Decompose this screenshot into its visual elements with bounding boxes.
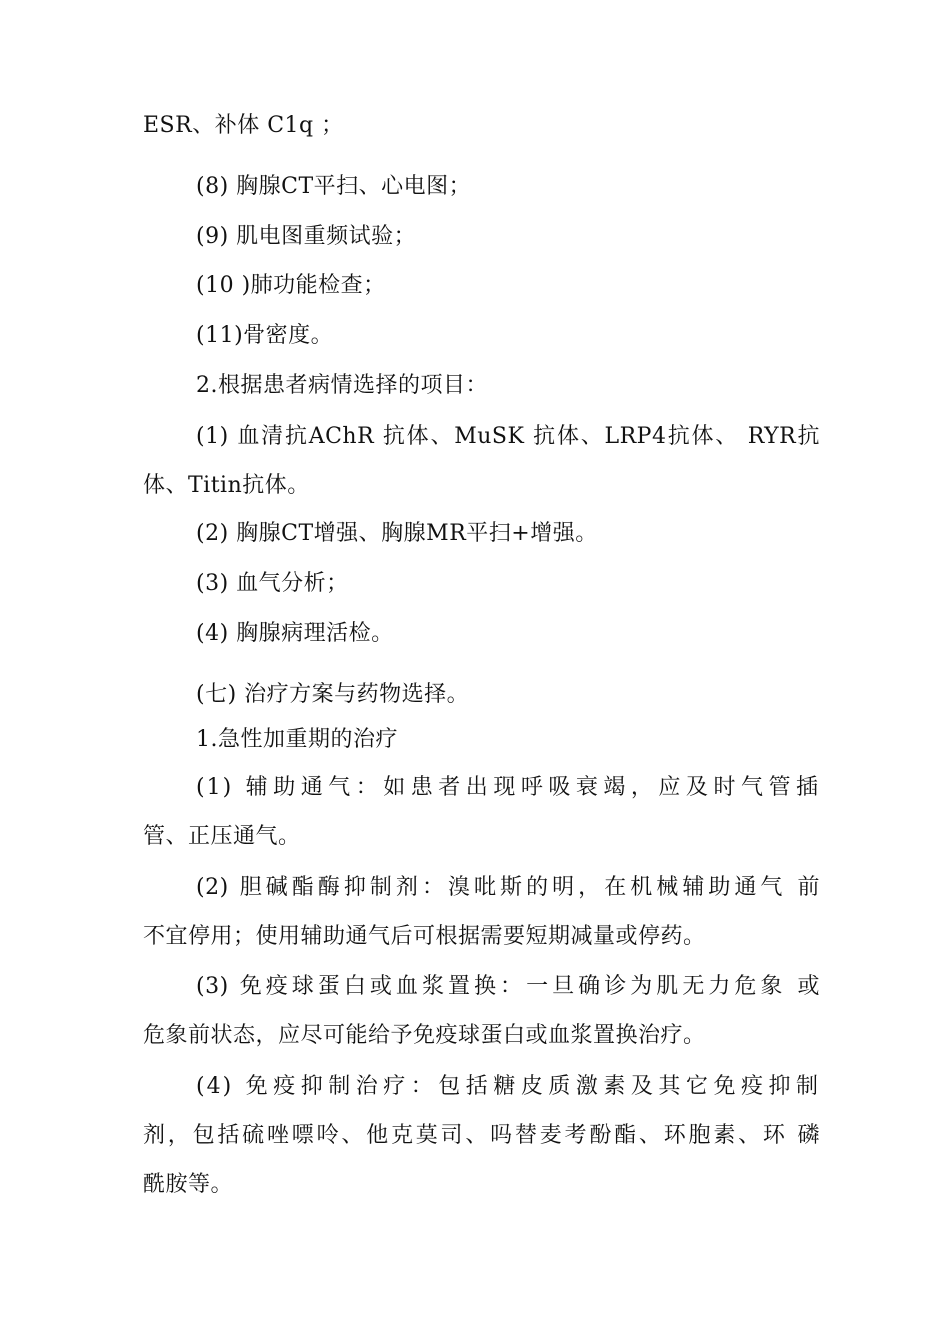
list-item: (9) 肌电图重频试验； <box>196 224 417 249</box>
list-item: (1) 血清抗AChR 抗体、MuSK 抗体、LRP4抗体、 RYR抗 <box>196 424 820 449</box>
section-heading: (七) 治疗方案与药物选择。 <box>196 682 470 707</box>
list-item: (2) 胆碱酯酶抑制剂：溴吡斯的明，在机械辅助通气 前 <box>196 875 820 900</box>
list-item: (4) 免疫抑制治疗：包括糖皮质激素及其它免疫抑制 <box>196 1074 820 1099</box>
list-item: (10 )肺功能检查； <box>196 273 386 298</box>
text-line: 体、Titin抗体。 <box>143 473 310 498</box>
text-line: 剂，包括硫唑嘌呤、他克莫司、吗替麦考酚酯、环胞素、环 磷 <box>143 1123 820 1148</box>
section-heading: 2.根据患者病情选择的项目： <box>196 373 488 398</box>
text-line: 不宜停用；使用辅助通气后可根据需要短期减量或停药。 <box>143 924 706 949</box>
text-line: ESR、补体 C1q ； <box>143 113 344 138</box>
subsection-heading: 1.急性加重期的治疗 <box>196 727 398 752</box>
list-item: (2) 胸腺CT增强、胸腺MR平扫+增强。 <box>196 521 598 546</box>
text-line: 危象前状态，应尽可能给予免疫球蛋白或血浆置换治疗。 <box>143 1023 706 1048</box>
list-item: (8) 胸腺CT平扫、心电图； <box>196 174 472 199</box>
list-item: (4) 胸腺病理活检。 <box>196 621 394 646</box>
text-line: 酰胺等。 <box>143 1172 234 1197</box>
list-item: (11)骨密度。 <box>196 323 334 348</box>
list-item: (3) 血气分析； <box>196 571 349 596</box>
text-line: 管、正压通气。 <box>143 824 301 849</box>
list-item: (1) 辅助通气：如患者出现呼吸衰竭，应及时气管插 <box>196 775 820 800</box>
list-item: (3) 免疫球蛋白或血浆置换：一旦确诊为肌无力危象 或 <box>196 974 820 999</box>
